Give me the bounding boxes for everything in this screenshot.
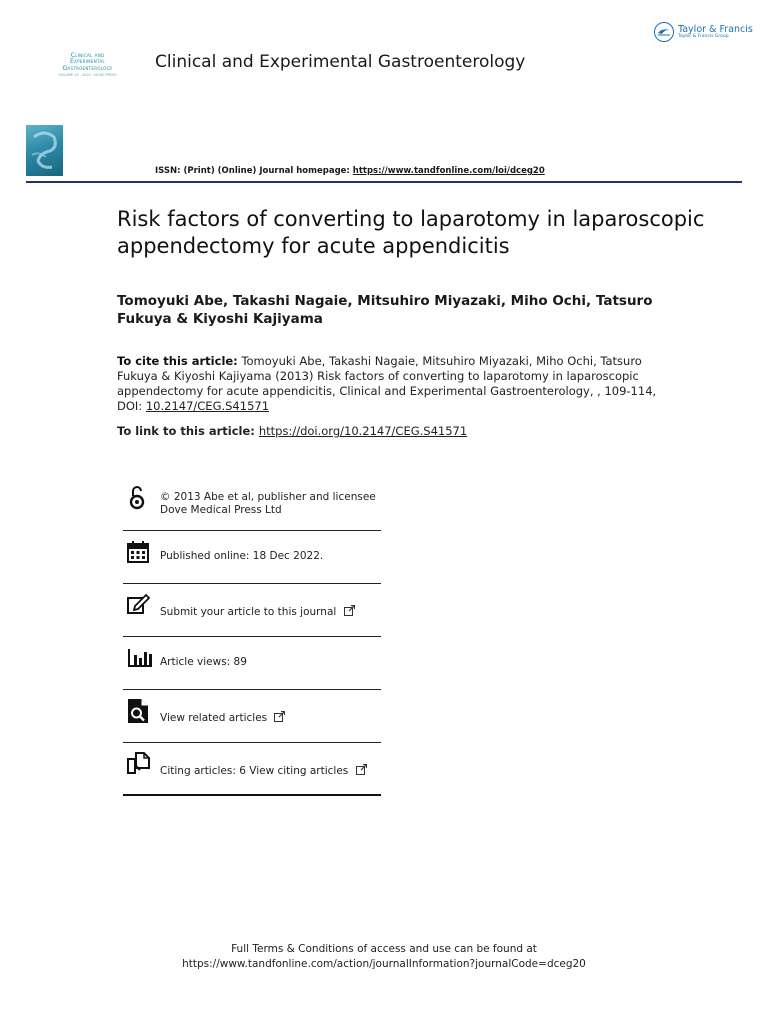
submit-article-label: Submit your article to this journal	[160, 606, 337, 618]
license-line1: © 2013 Abe et al, publisher and licensee	[160, 491, 376, 503]
issn-line	[155, 166, 545, 176]
footer	[0, 942, 768, 972]
citing-documents-icon	[127, 751, 151, 779]
doi-link[interactable]: 10.2147/CEG.S41571	[145, 399, 270, 413]
publisher-logo-icon	[654, 22, 674, 42]
journal-logo-line3: Gastroenterology	[62, 64, 113, 72]
article-info-list	[123, 478, 381, 796]
open-access-icon	[127, 485, 147, 515]
edit-icon	[127, 593, 151, 619]
citing-articles-link[interactable]	[160, 764, 367, 778]
publisher-group: Taylor & Francis Group	[678, 34, 729, 39]
submit-row[interactable]	[123, 584, 381, 637]
journal-cover-image	[26, 125, 63, 176]
journal-homepage-link[interactable]: https://www.tandfonline.com/loi/dceg20	[352, 166, 545, 176]
views-row	[123, 637, 381, 690]
external-link-icon	[344, 605, 355, 616]
search-document-icon	[127, 698, 149, 728]
journal-logo-volume: VOLUME 15 · 2022 · DOVE PRESS	[58, 72, 117, 77]
issn-text: ISSN: (Print) (Online) Journal homepage:	[155, 166, 353, 176]
license-text	[160, 491, 376, 516]
header-divider	[26, 181, 742, 183]
article-authors: Tomoyuki Abe, Takashi Nagaie, Mitsuhiro Miyazaki, Miho Ochi, Tatsuro Fukuya & Kiyoshi Kajiyama	[117, 293, 653, 327]
journal-logo-line1: Clinical and	[70, 52, 105, 59]
footer-line1: Full Terms & Conditions of access and use can be found at	[231, 943, 537, 955]
cite-label: To cite this article:	[117, 354, 238, 368]
cite-text: Tomoyuki Abe, Takashi Nagaie, Mitsuhiro Miyazaki, Miho Ochi, Tatsuro Fukuya & Kiyoshi Kajiyama (2013) Risk factors of converting to laparotomy in laparoscopic appendectomy for acute appendicitis, Clinical and Experimental Gastroenterology, , 109-114, DOI:	[117, 354, 657, 413]
article-doi-url[interactable]: https://doi.org/10.2147/CEG.S41571	[258, 424, 468, 438]
calendar-icon	[127, 540, 149, 568]
link-label: To link to this article:	[117, 424, 255, 438]
citation-block	[117, 354, 657, 414]
published-date: Published online: 18 Dec 2022.	[160, 550, 324, 562]
link-line	[117, 424, 467, 438]
citing-articles-label: Citing articles: 6 View citing articles	[160, 765, 349, 777]
related-row[interactable]	[123, 690, 381, 743]
submit-article-link[interactable]	[160, 605, 355, 619]
publisher-name: Taylor & Francis	[678, 23, 753, 35]
license-row	[123, 478, 381, 531]
journal-title: Clinical and Experimental Gastroenterology	[155, 52, 526, 72]
bar-chart-icon	[127, 648, 153, 672]
external-link-icon	[356, 764, 367, 775]
view-related-label: View related articles	[160, 712, 268, 724]
published-row	[123, 531, 381, 584]
terms-link[interactable]: https://www.tandfonline.com/action/journalInformation?journalCode=dceg20	[182, 958, 586, 970]
article-title: Risk factors of converting to laparotomy in laparoscopic appendectomy for acute appendicitis	[117, 207, 705, 258]
external-link-icon	[274, 711, 285, 722]
citing-row[interactable]	[123, 743, 381, 796]
journal-logo	[50, 53, 125, 78]
view-related-link[interactable]	[160, 711, 285, 725]
license-line2: Dove Medical Press Ltd	[160, 503, 282, 516]
publisher-logo[interactable]	[654, 22, 753, 42]
journal-logo-line2: Experimental	[69, 58, 106, 66]
article-views: Article views: 89	[160, 656, 247, 668]
